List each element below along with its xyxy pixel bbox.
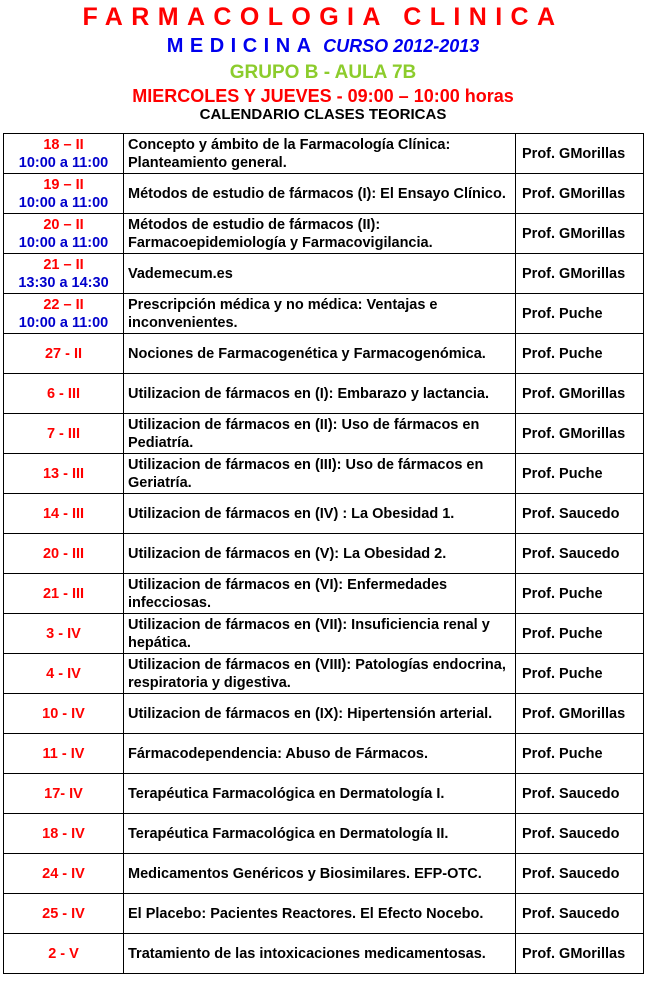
session-professor: Prof. Puche [516, 454, 644, 494]
table-row [4, 174, 644, 214]
session-professor: Prof. Saucedo [516, 534, 644, 574]
session-professor: Prof. Puche [516, 734, 644, 774]
session-topic: Utilizacion de fármacos en (VII): Insuficiencia renal y hepática. [124, 614, 516, 654]
session-date: 25 - IV [42, 905, 85, 922]
session-date: 24 - IV [42, 865, 85, 882]
session-topic: Nociones de Farmacogenética y Farmacogenómica. [124, 334, 516, 374]
date-cell [4, 694, 124, 734]
date-cell [4, 254, 124, 294]
session-professor: Prof. Puche [516, 654, 644, 694]
table-row [4, 574, 644, 614]
session-professor: Prof. Saucedo [516, 854, 644, 894]
session-professor: Prof. Puche [516, 574, 644, 614]
session-topic: Utilizacion de fármacos en (VI): Enfermedades infecciosas. [124, 574, 516, 614]
session-topic: Terapéutica Farmacológica en Dermatología II. [124, 814, 516, 854]
date-cell [4, 374, 124, 414]
sessions-table-body [4, 134, 644, 974]
date-cell [4, 494, 124, 534]
session-date: 20 - III [42, 545, 85, 562]
session-professor: Prof. GMorillas [516, 214, 644, 254]
session-topic: El Placebo: Pacientes Reactores. El Efecto Nocebo. [124, 894, 516, 934]
session-professor: Prof. Saucedo [516, 494, 644, 534]
session-date: 7 - III [46, 425, 81, 442]
session-date: 21 - III [42, 585, 85, 602]
session-professor: Prof. GMorillas [516, 254, 644, 294]
session-date: 2 - V [48, 945, 79, 962]
table-row [4, 414, 644, 454]
table-row [4, 214, 644, 254]
date-cell [4, 774, 124, 814]
session-topic: Prescripción médica y no médica: Ventajas e inconvenientes. [124, 294, 516, 334]
subtitle [0, 35, 646, 58]
session-date: 19 – II [43, 176, 84, 193]
table-row [4, 614, 644, 654]
table-row [4, 814, 644, 854]
session-topic: Utilizacion de fármacos en (I): Embarazo y lactancia. [124, 374, 516, 414]
session-topic: Métodos de estudio de fármacos (I): El Ensayo Clínico. [124, 174, 516, 214]
schedule-heading: MIERCOLES Y JUEVES - 09:00 – 10:00 horas [132, 86, 514, 106]
date-cell [4, 454, 124, 494]
table-row [4, 494, 644, 534]
table-row [4, 254, 644, 294]
subtitle-medicina: MEDICINA [166, 35, 318, 57]
session-topic: Utilizacion de fármacos en (IX): Hipertensión arterial. [124, 694, 516, 734]
session-professor: Prof. Puche [516, 294, 644, 334]
date-cell [4, 334, 124, 374]
table-row [4, 654, 644, 694]
date-cell [4, 294, 124, 334]
document-title: FARMACOLOGIA CLINICA [82, 3, 564, 31]
table-row [4, 894, 644, 934]
date-cell [4, 854, 124, 894]
session-date: 27 - II [44, 345, 83, 362]
table-row [4, 854, 644, 894]
session-date: 6 - III [46, 385, 81, 402]
date-cell [4, 614, 124, 654]
session-professor: Prof. GMorillas [516, 694, 644, 734]
date-cell [4, 894, 124, 934]
session-professor: Prof. Saucedo [516, 894, 644, 934]
session-date: 4 - IV [46, 665, 81, 682]
date-cell [4, 174, 124, 214]
table-row [4, 134, 644, 174]
table-row [4, 294, 644, 334]
session-date: 18 – II [43, 136, 84, 153]
date-cell [4, 214, 124, 254]
date-cell [4, 134, 124, 174]
session-date: 21 – II [43, 256, 84, 273]
session-professor: Prof. GMorillas [516, 934, 644, 974]
table-row [4, 334, 644, 374]
session-professor: Prof. GMorillas [516, 414, 644, 454]
session-professor: Prof. GMorillas [516, 174, 644, 214]
session-time: 10:00 a 11:00 [18, 154, 109, 171]
table-row [4, 454, 644, 494]
session-professor: Prof. Saucedo [516, 774, 644, 814]
table-row [4, 734, 644, 774]
session-topic: Vademecum.es [124, 254, 516, 294]
session-professor: Prof. GMorillas [516, 134, 644, 174]
session-topic: Concepto y ámbito de la Farmacología Clínica: Planteamiento general. [124, 134, 516, 174]
session-topic: Métodos de estudio de fármacos (II): Farmacoepidemiología y Farmacovigilancia. [124, 214, 516, 254]
session-topic: Utilizacion de fármacos en (V): La Obesidad 2. [124, 534, 516, 574]
session-time: 13:30 a 14:30 [18, 274, 109, 291]
session-date: 14 - III [42, 505, 85, 522]
table-row [4, 934, 644, 974]
subtitle-course: CURSO 2012-2013 [323, 36, 480, 56]
session-professor: Prof. GMorillas [516, 374, 644, 414]
session-date: 17- IV [44, 785, 83, 802]
table-row [4, 374, 644, 414]
session-topic: Medicamentos Genéricos y Biosimilares. EFP-OTC. [124, 854, 516, 894]
date-cell [4, 654, 124, 694]
session-time: 10:00 a 11:00 [18, 234, 109, 251]
session-date: 18 - IV [42, 825, 85, 842]
session-topic: Tratamiento de las intoxicaciones medicamentosas. [124, 934, 516, 974]
table-row [4, 534, 644, 574]
session-topic: Fármacodependencia: Abuso de Fármacos. [124, 734, 516, 774]
session-date: 10 - IV [42, 705, 85, 722]
session-professor: Prof. Puche [516, 334, 644, 374]
session-topic: Utilizacion de fármacos en (IV) : La Obesidad 1. [124, 494, 516, 534]
session-professor: Prof. Saucedo [516, 814, 644, 854]
session-date: 3 - IV [46, 625, 81, 642]
date-cell [4, 534, 124, 574]
session-time: 10:00 a 11:00 [18, 314, 109, 331]
group-heading: GRUPO B - AULA 7B [229, 62, 417, 83]
table-row [4, 694, 644, 734]
session-topic: Utilizacion de fármacos en (VIII): Patologías endocrina, respiratoria y digestiva. [124, 654, 516, 694]
session-professor: Prof. Puche [516, 614, 644, 654]
date-cell [4, 934, 124, 974]
session-time: 10:00 a 11:00 [18, 194, 109, 211]
date-cell [4, 734, 124, 774]
session-date: 11 - IV [42, 745, 85, 762]
session-topic: Terapéutica Farmacológica en Dermatología I. [124, 774, 516, 814]
table-row [4, 774, 644, 814]
session-date: 22 – II [43, 296, 84, 313]
date-cell [4, 814, 124, 854]
date-cell [4, 574, 124, 614]
date-cell [4, 414, 124, 454]
sessions-table [3, 133, 644, 974]
session-topic: Utilizacion de fármacos en (III): Uso de fármacos en Geriatría. [124, 454, 516, 494]
session-date: 13 - III [42, 465, 85, 482]
session-date: 20 – II [43, 216, 84, 233]
calendar-heading: CALENDARIO CLASES TEORICAS [199, 106, 447, 123]
session-topic: Utilizacion de fármacos en (II): Uso de fármacos en Pediatría. [124, 414, 516, 454]
